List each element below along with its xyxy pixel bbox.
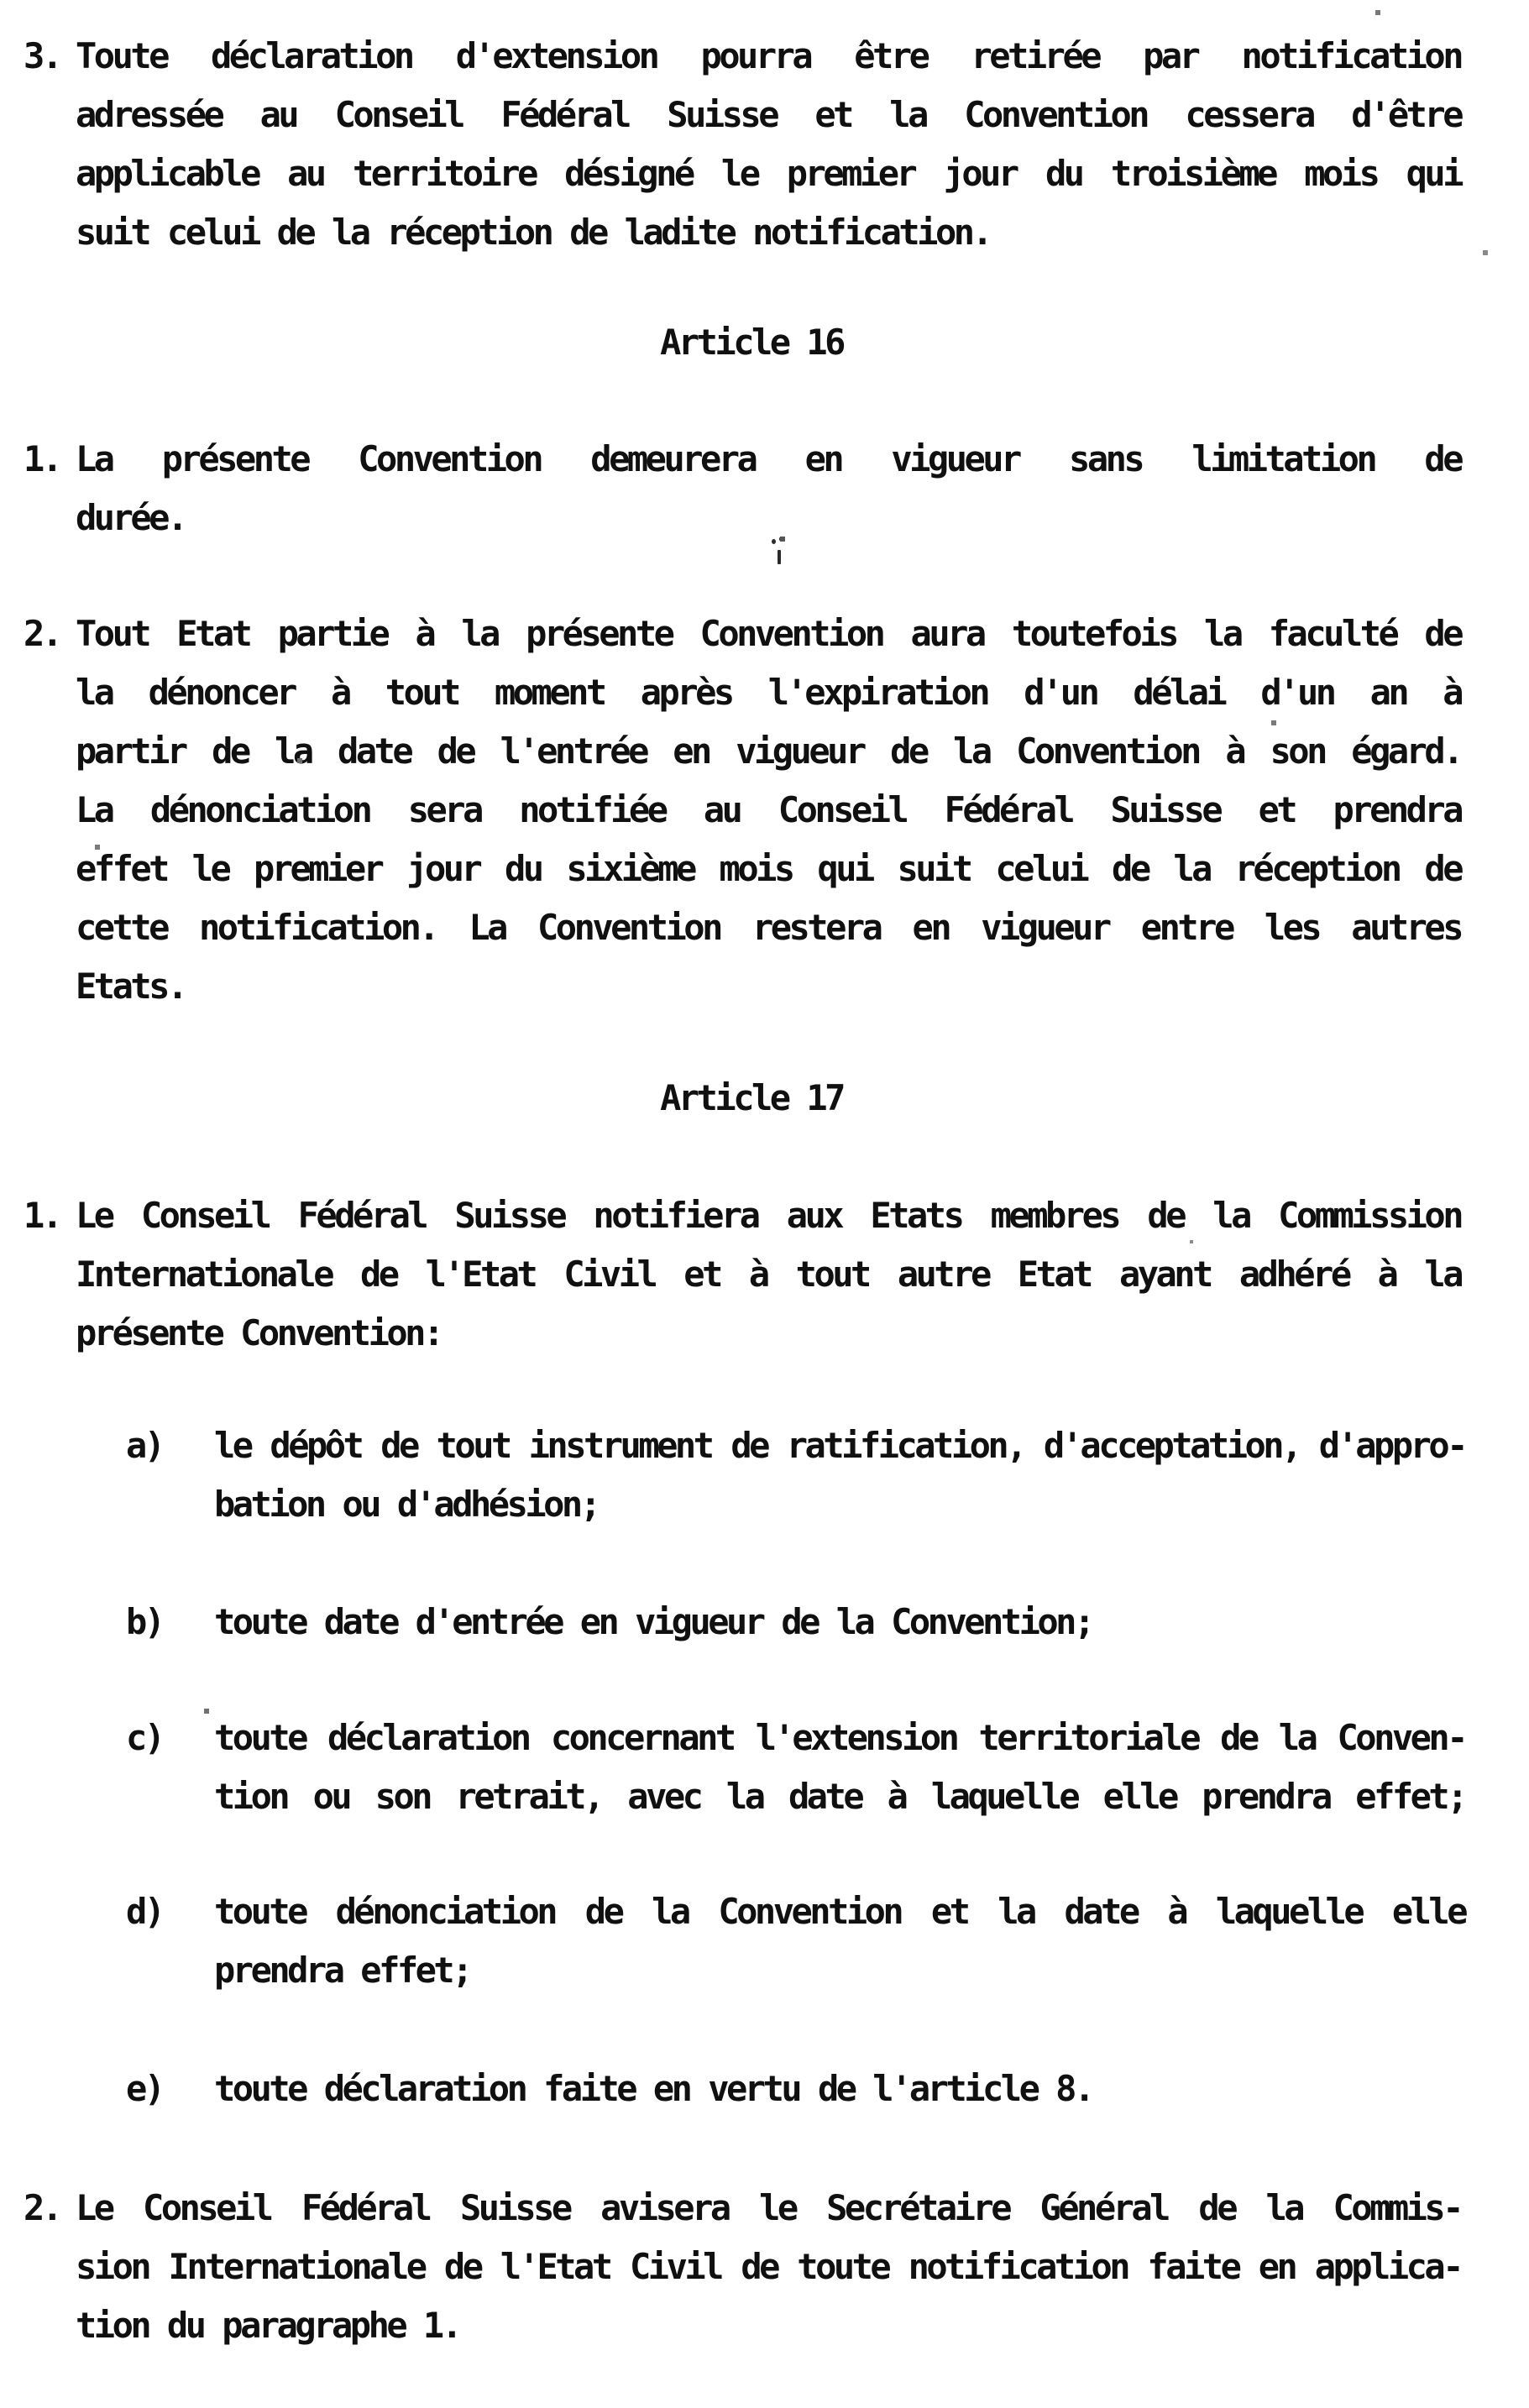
text-line: applicable au territoire désigné le premier jour du troisième mois qui: [76, 153, 1461, 194]
text-line: Tout Etat partie à la présente Convention aura toutefois la faculté de: [76, 613, 1461, 654]
list-item: [126, 1416, 1465, 1534]
text-line: toute date d'entrée en vigueur de la Convention;: [214, 1601, 1092, 1642]
text-line: La dénonciation sera notifiée au Conseil Fédéral Suisse et prendra: [76, 789, 1461, 830]
paragraph-number: 3.: [24, 35, 60, 76]
list-item: [126, 1882, 1465, 2000]
item-letter: a): [126, 1425, 163, 1466]
paragraph-text: [76, 2179, 1461, 2355]
paragraph-text: [214, 1709, 1465, 1826]
text-line: La présente Convention demeurera en vigueur sans limitation de: [76, 438, 1461, 479]
text-line: partir de la date de l'entrée en vigueur de la Convention à son égard.: [76, 730, 1461, 772]
numbered-paragraph: [24, 1186, 1461, 1363]
paragraph-number: 1.: [24, 438, 60, 479]
numbered-paragraph: [24, 27, 1461, 262]
paragraph-text: [214, 1882, 1465, 2000]
item-letter: d): [126, 1891, 163, 1932]
paragraph-text: [76, 605, 1461, 1016]
numbered-paragraph: [24, 2179, 1461, 2355]
text-line: Toute déclaration d'extension pourra être retirée par notification: [76, 35, 1461, 76]
paragraph-number: 2.: [24, 613, 60, 654]
text-line: toute déclaration faite en vertu de l'article 8.: [214, 2068, 1092, 2109]
paragraph-text: [76, 27, 1461, 262]
article-heading: Article 17: [660, 1077, 843, 1118]
paragraph-text: [76, 430, 1461, 547]
paragraph-number: 1.: [24, 1195, 60, 1236]
text-line: bation ou d'adhésion;: [214, 1484, 599, 1525]
article-heading: Article 16: [660, 322, 843, 363]
text-line: prendra effet;: [214, 1950, 471, 1991]
text-line: toute déclaration concernant l'extension territoriale de la Conven-: [214, 1717, 1465, 1758]
numbered-paragraph: [24, 605, 1461, 1016]
text-line: Le Conseil Fédéral Suisse avisera le Secrétaire Général de la Commis-: [76, 2187, 1461, 2228]
text-line: Etats.: [76, 966, 186, 1007]
text-line: le dépôt de tout instrument de ratification, d'acceptation, d'appro-: [214, 1425, 1465, 1466]
list-item: [126, 1593, 1461, 1652]
paragraph-number: 2.: [24, 2187, 60, 2228]
text-line: Internationale de l'Etat Civil et à tout autre Etat ayant adhéré à la: [76, 1254, 1461, 1295]
text-line: toute dénonciation de la Convention et la date à laquelle elle: [214, 1891, 1465, 1932]
scan-artifact: [778, 550, 781, 564]
item-letter: b): [126, 1601, 163, 1642]
text-line: durée.: [76, 497, 186, 538]
text-line: effet le premier jour du sixième mois qui suit celui de la réception de: [76, 848, 1461, 889]
item-letter: e): [126, 2068, 163, 2109]
paragraph-text: [214, 2060, 1465, 2118]
paragraph-text: [76, 1186, 1461, 1363]
text-line: cette notification. La Convention restera en vigueur entre les autres: [76, 907, 1461, 948]
text-line: la dénoncer à tout moment après l'expiration d'un délai d'un an à: [76, 672, 1461, 713]
text-line: suit celui de la réception de ladite notification.: [76, 212, 991, 253]
text-line: Le Conseil Fédéral Suisse notifiera aux Etats membres de la Commission: [76, 1195, 1461, 1236]
paragraph-text: [214, 1416, 1465, 1534]
list-item: [126, 2060, 1461, 2118]
text-line: tion du paragraphe 1.: [76, 2305, 460, 2346]
list-item: [126, 1709, 1465, 1826]
text-line: adressée au Conseil Fédéral Suisse et la Convention cessera d'être: [76, 94, 1461, 135]
item-letter: c): [126, 1717, 163, 1758]
numbered-paragraph: [24, 430, 1461, 547]
scan-specks: [0, 0, 2, 2]
text-line: présente Convention:: [76, 1312, 442, 1353]
text-line: tion ou son retrait, avec la date à laquelle elle prendra effet;: [214, 1776, 1465, 1817]
paragraph-text: [214, 1593, 1465, 1652]
text-line: sion Internationale de l'Etat Civil de toute notification faite en applica-: [76, 2246, 1461, 2287]
